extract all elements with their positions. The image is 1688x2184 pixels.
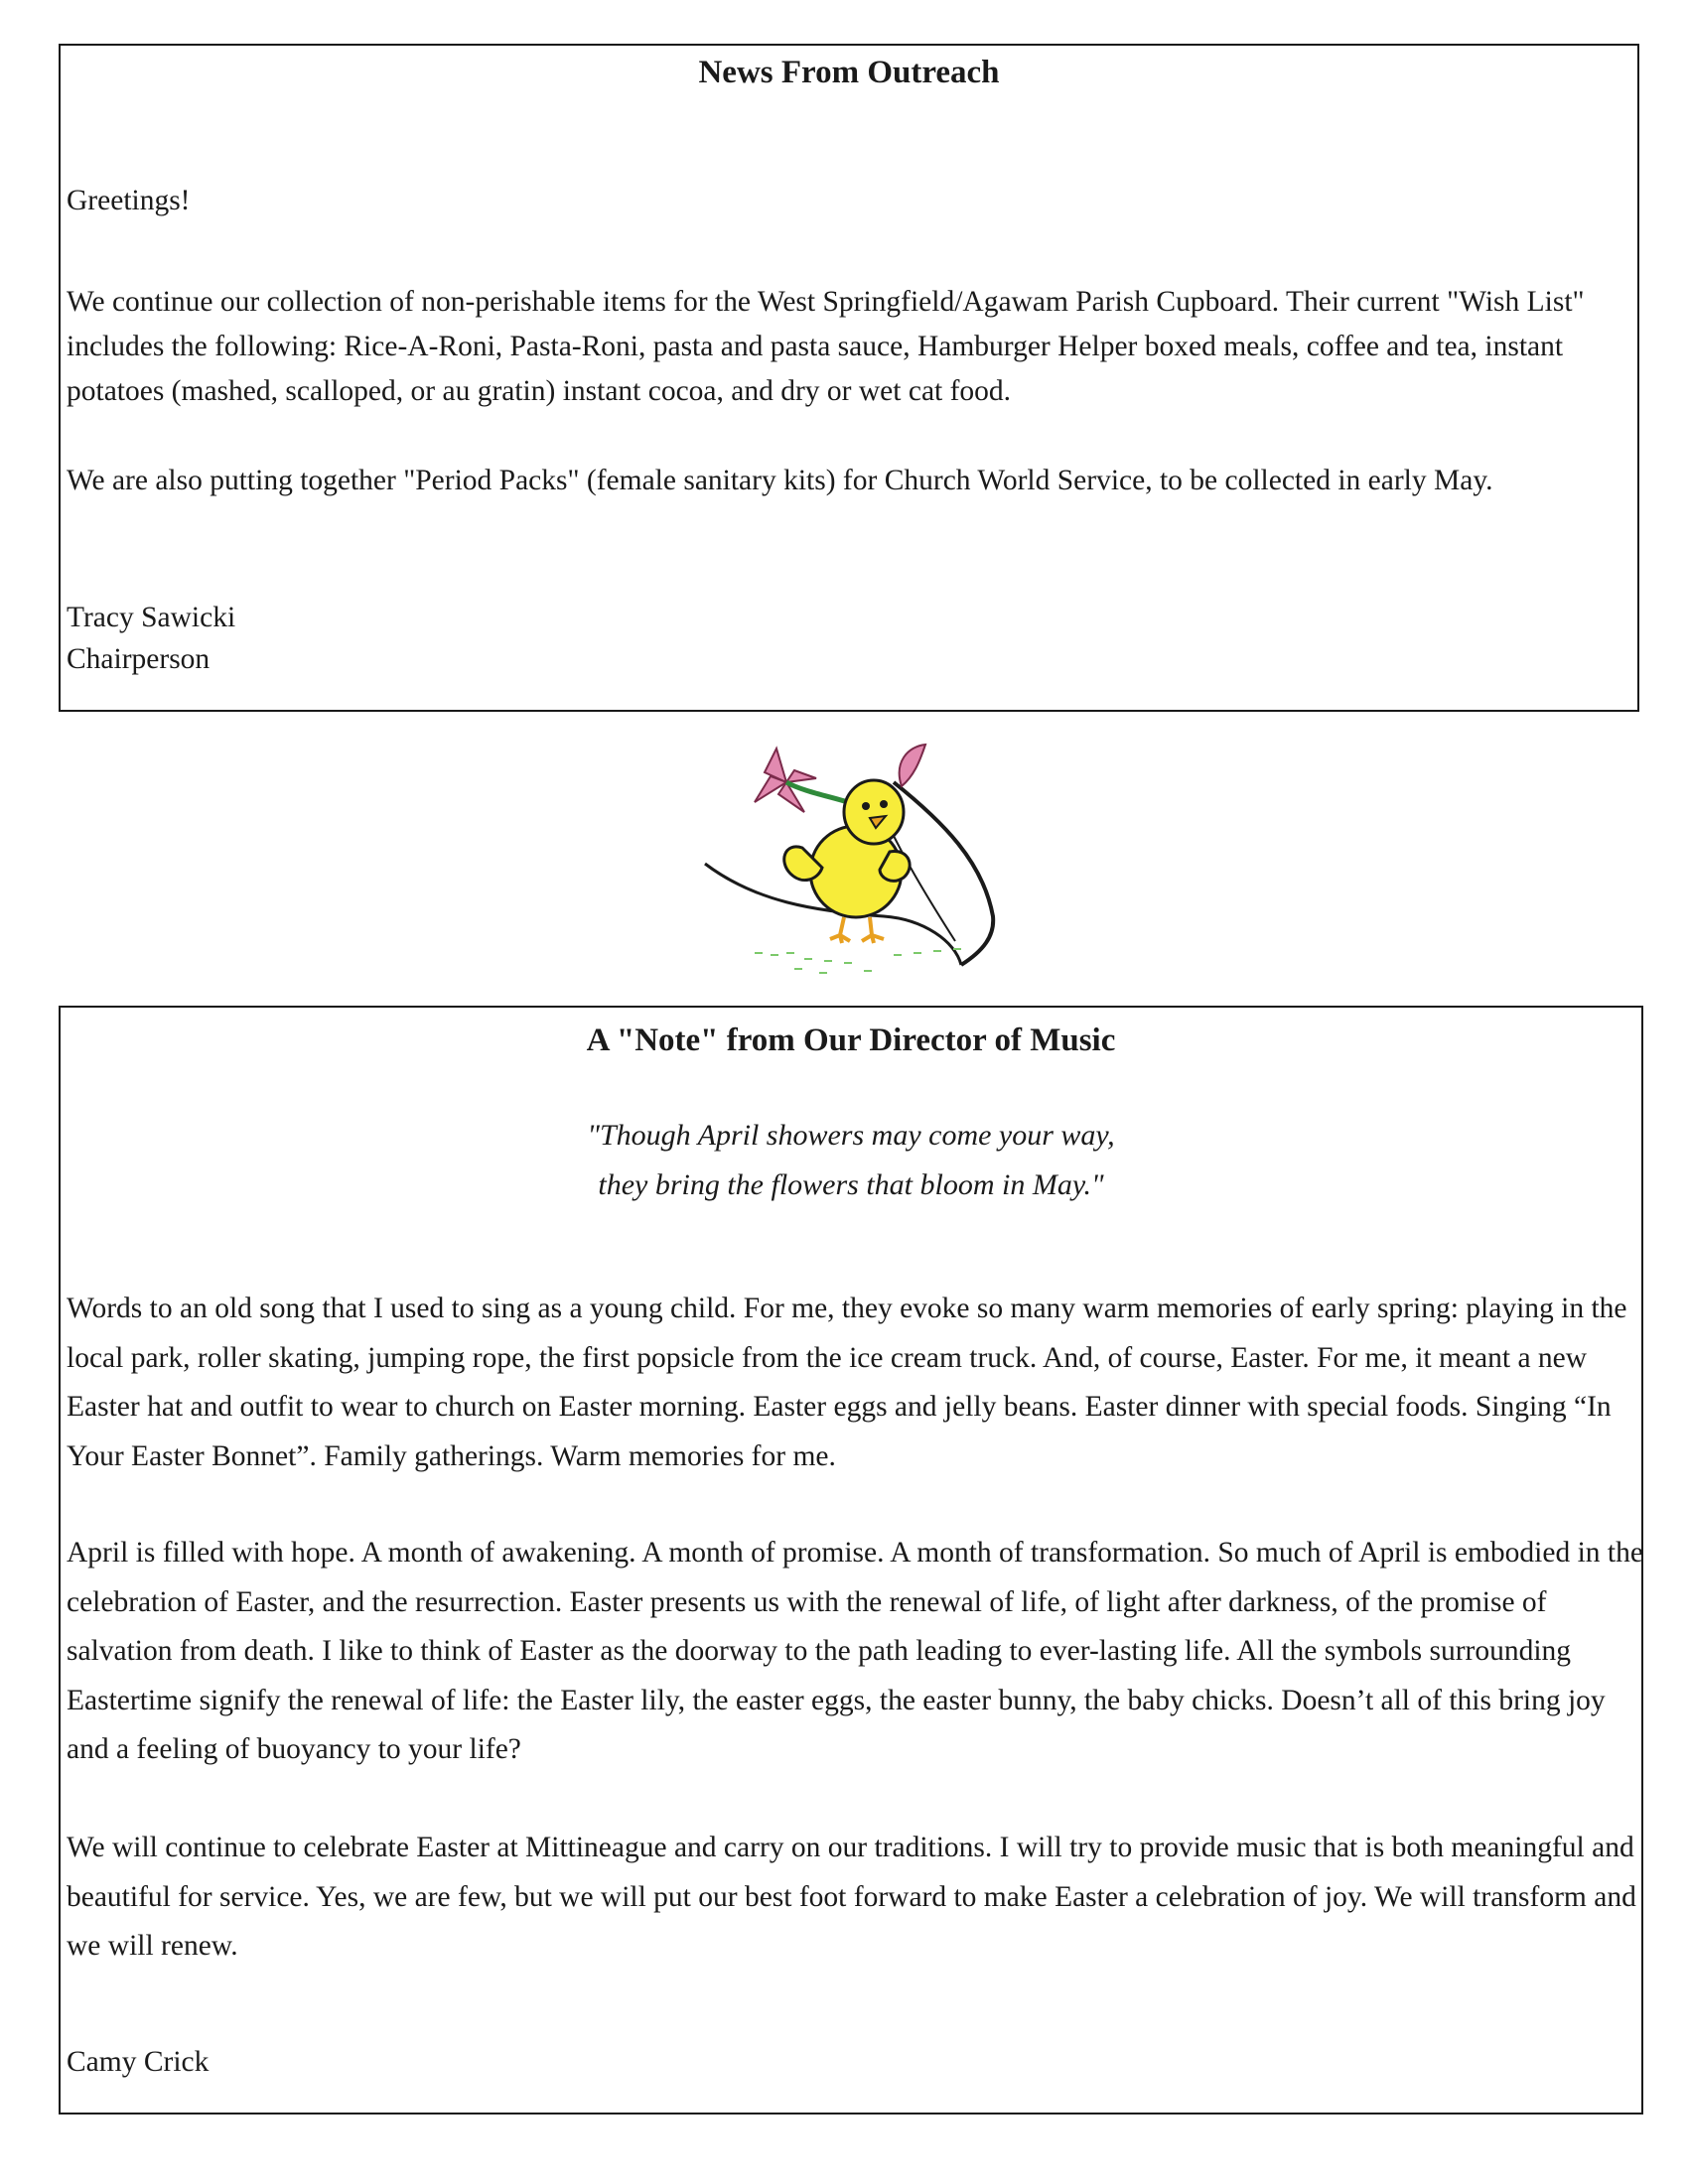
music-signature: Camy Crick xyxy=(67,2046,210,2078)
music-section xyxy=(59,1006,1643,2115)
music-quote xyxy=(61,1111,1641,1210)
outreach-title: News From Outreach xyxy=(698,55,1000,90)
outreach-section xyxy=(59,44,1639,712)
outreach-signature-title: Chairperson xyxy=(67,643,211,675)
music-title: A "Note" from Our Director of Music xyxy=(586,1023,1116,1058)
outreach-greeting: Greetings! xyxy=(67,185,191,216)
outreach-paragraph-2: We are also putting together "Period Packs" (female sanitary kits) for Church World Service, to be collected in early May. xyxy=(67,465,1493,496)
easter-chick-illustration xyxy=(695,743,1013,981)
lily-flower-icon xyxy=(755,749,816,812)
chick-icon xyxy=(784,780,910,943)
outreach-signature-name: Tracy Sawicki xyxy=(67,602,236,633)
lily-bud-icon xyxy=(900,745,925,786)
music-paragraph-2: April is filled with hope. A month of awakening. A month of promise. A month of transformation. So much of April is embodied in the celebration of Easter, and the resurrection. Easter presents us with the renewal of life, of light after darkness, of the promise of salvation from death. I like to think of Easter as the doorway to the path leading to ever-lasting life. All the symbols surrounding Eastertime signify the renewal of life: the Easter lily, the easter eggs, the easter bunny, the baby chicks. Doesn’t all of this bring joy and a feeling of buoyancy to your life? xyxy=(67,1537,1643,1765)
music-quote-line-1: "Though April showers may come your way, xyxy=(587,1119,1115,1152)
music-quote-line-2: they bring the flowers that bloom in May." xyxy=(598,1168,1104,1201)
music-paragraph-3: We will continue to celebrate Easter at Mittineague and carry on our traditions. I will try to provide music that is both meaningful and beautiful for service. Yes, we are few, but we will put our best foot forward to make Easter a celebration of joy. We will transform and we will renew. xyxy=(67,1832,1636,1962)
music-paragraph-1: Words to an old song that I used to sing as a young child. For me, they evoke so many warm memories of early spring: playing in the local park, roller skating, jumping rope, the first popsicle from the ice cream truck. And, of course, Easter. For me, it meant a new Easter hat and outfit to wear to church on Easter morning. Easter eggs and jelly beans. Easter dinner with special foods. Singing “In Your Easter Bonnet”. Family gatherings. Warm memories for me. xyxy=(67,1293,1627,1472)
outreach-paragraph-1: We continue our collection of non-perishable items for the West Springfield/Agawam Parish Cupboard. Their current "Wish List" includes the following: Rice-A-Roni, Pasta-Roni, pasta and pasta sauce, Hamburger Helper boxed meals, coffee and tea, instant potatoes (mashed, scalloped, or au gratin) instant cocoa, and dry or wet cat food. xyxy=(67,286,1585,407)
grass-icon xyxy=(755,949,961,973)
